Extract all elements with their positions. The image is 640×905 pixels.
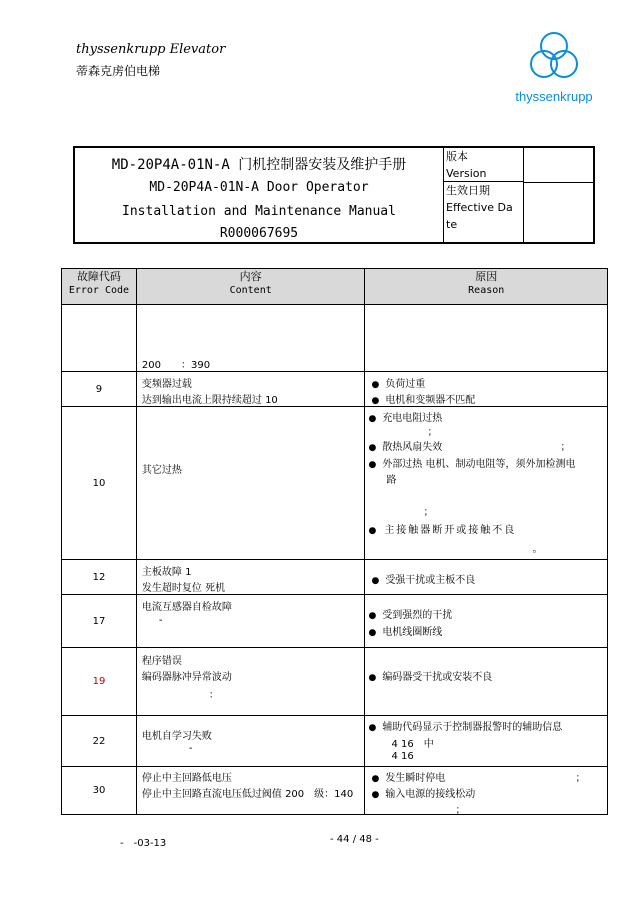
- content-line: 其它过热: [141, 465, 182, 476]
- reason-bullet: ● 电机和变频器不匹配: [371, 391, 475, 406]
- content-line: -: [188, 743, 193, 754]
- header-code-cn: 故障代码: [76, 270, 121, 283]
- header-code-en: Error Code: [68, 285, 130, 296]
- table-row: [62, 767, 608, 815]
- content-cell: [136, 767, 365, 815]
- header-content-en: Content: [229, 285, 272, 296]
- effective-date-label: [443, 182, 523, 242]
- header-error-code: [62, 269, 137, 305]
- content-cell: [136, 560, 365, 595]
- error-code-cell: 9: [62, 372, 137, 407]
- header-content-cn: 内容: [239, 270, 262, 283]
- table-row: [62, 560, 608, 595]
- error-code-cell: 22: [62, 716, 137, 767]
- effective-label-en2: te: [446, 218, 458, 231]
- content-line: 停止中主回路低电压: [141, 773, 232, 784]
- table-row: [62, 648, 608, 716]
- content-line: -: [158, 615, 163, 626]
- content-line: 发生超时复位 死机: [141, 583, 226, 594]
- reason-punct: ；: [575, 773, 586, 784]
- reason-cell: [365, 372, 608, 407]
- content-cell: [136, 407, 365, 560]
- reason-bullet: ● 输入电源的接线松动: [371, 785, 475, 800]
- reason-punct: ；: [455, 805, 466, 816]
- content-line: 程序错误: [141, 656, 182, 667]
- reason-bullet: ● 主接触器断开或接触不良: [368, 521, 516, 536]
- version-label: [443, 148, 523, 182]
- header-reason-en: Reason: [468, 285, 505, 296]
- document-number: R000067695: [219, 226, 299, 241]
- content-cell: [136, 648, 365, 716]
- reason-bullet: ● 编码器受干扰或安装不良: [368, 668, 492, 683]
- error-code-cell: 12: [62, 560, 137, 595]
- page-number: - 44 / 48 -: [330, 834, 379, 845]
- version-value: [523, 148, 594, 183]
- table-row: [62, 716, 608, 767]
- error-code-cell: [62, 305, 137, 372]
- reason-punct: ；: [423, 507, 434, 518]
- content-line: 变频器过载: [141, 379, 192, 390]
- title-en-line2: Installation and Maintenance Manual: [122, 204, 396, 219]
- reason-line: 路: [386, 475, 397, 486]
- reason-bullet: ● 充电电阻过热: [368, 409, 442, 424]
- logo-icon: [524, 30, 584, 85]
- content-cell: [136, 595, 365, 648]
- table-row: [62, 372, 608, 407]
- table-row: [62, 407, 608, 560]
- reason-bullet: ● 外部过热 电机、制动电阻等，须外加检测电: [368, 455, 575, 470]
- reason-cell: [365, 595, 608, 648]
- reason-cell: [365, 560, 608, 595]
- content-cell: [136, 716, 365, 767]
- header-reason: [365, 269, 608, 305]
- error-code-cell: 30: [62, 767, 137, 815]
- content-punct: ：: [208, 690, 219, 701]
- reason-bullet: ● 受强干扰或主板不良: [371, 571, 475, 586]
- reason-cell: [365, 305, 608, 372]
- table-row: [62, 305, 608, 372]
- error-code-cell: 19: [62, 648, 137, 716]
- content-line: 200 ：390: [141, 360, 211, 371]
- version-label-en: Version: [446, 167, 487, 180]
- reason-cell: [365, 407, 608, 560]
- company-name-en: thyssenkrupp Elevator: [76, 42, 226, 57]
- reason-cell: [365, 716, 608, 767]
- content-cell: [136, 372, 365, 407]
- effective-label-cn: 生效日期: [446, 184, 490, 197]
- header-content: [136, 269, 365, 305]
- content-line: 主板故障 1: [141, 567, 192, 578]
- table-header-row: [62, 269, 608, 305]
- reason-punct: 。: [532, 544, 543, 555]
- reason-bullet: ● 电机线圈断线: [368, 623, 442, 638]
- error-code-cell: 10: [62, 407, 137, 560]
- version-label-cn: 版本: [446, 150, 468, 163]
- error-code-table: [61, 268, 608, 815]
- document-title-box: [73, 146, 595, 244]
- error-code-cell: 17: [62, 595, 137, 648]
- header-reason-cn: 原因: [475, 270, 498, 283]
- reason-line: 4 16 中: [391, 739, 434, 750]
- reason-cell: [365, 767, 608, 815]
- reason-cell: [365, 648, 608, 716]
- content-cell: [136, 305, 365, 372]
- title-cn: MD-20P4A-01N-A 门机控制器安装及维护手册: [111, 157, 407, 173]
- reason-bullet: ● 辅助代码显示于控制器报警时的辅助信息: [368, 718, 562, 733]
- table-row: [62, 595, 608, 648]
- content-line: 电机自学习失败: [141, 731, 212, 742]
- reason-punct: ；: [427, 427, 438, 438]
- reason-bullet: ● 散热风扇失效: [368, 438, 442, 453]
- content-line: 达到输出电流上限持续超过 10: [141, 395, 278, 406]
- content-line: 停止中主回路直流电压低过阀值 200 级：140: [141, 789, 354, 800]
- reason-bullet: ● 发生瞬时停电: [371, 769, 445, 784]
- reason-line: 4 16: [391, 751, 414, 762]
- reason-bullet: ● 受到强烈的干扰: [368, 606, 452, 621]
- effective-label-en1: Effective Da: [446, 201, 513, 214]
- effective-date-value: [523, 182, 594, 242]
- reason-bullet: ● 负荷过重: [371, 375, 425, 390]
- content-line: 电流互感器自检故障: [141, 602, 232, 613]
- thyssenkrupp-logo: [499, 30, 609, 110]
- reason-punct: ；: [560, 442, 571, 453]
- content-line: 编码器脉冲异常波动: [141, 672, 232, 683]
- title-en-line1: MD-20P4A-01N-A Door Operator: [149, 180, 369, 195]
- company-name-cn: 蒂森克虏伯电梯: [76, 64, 161, 78]
- logo-text: thyssenkrupp: [515, 89, 593, 104]
- footer-date: - -03-13: [120, 838, 167, 849]
